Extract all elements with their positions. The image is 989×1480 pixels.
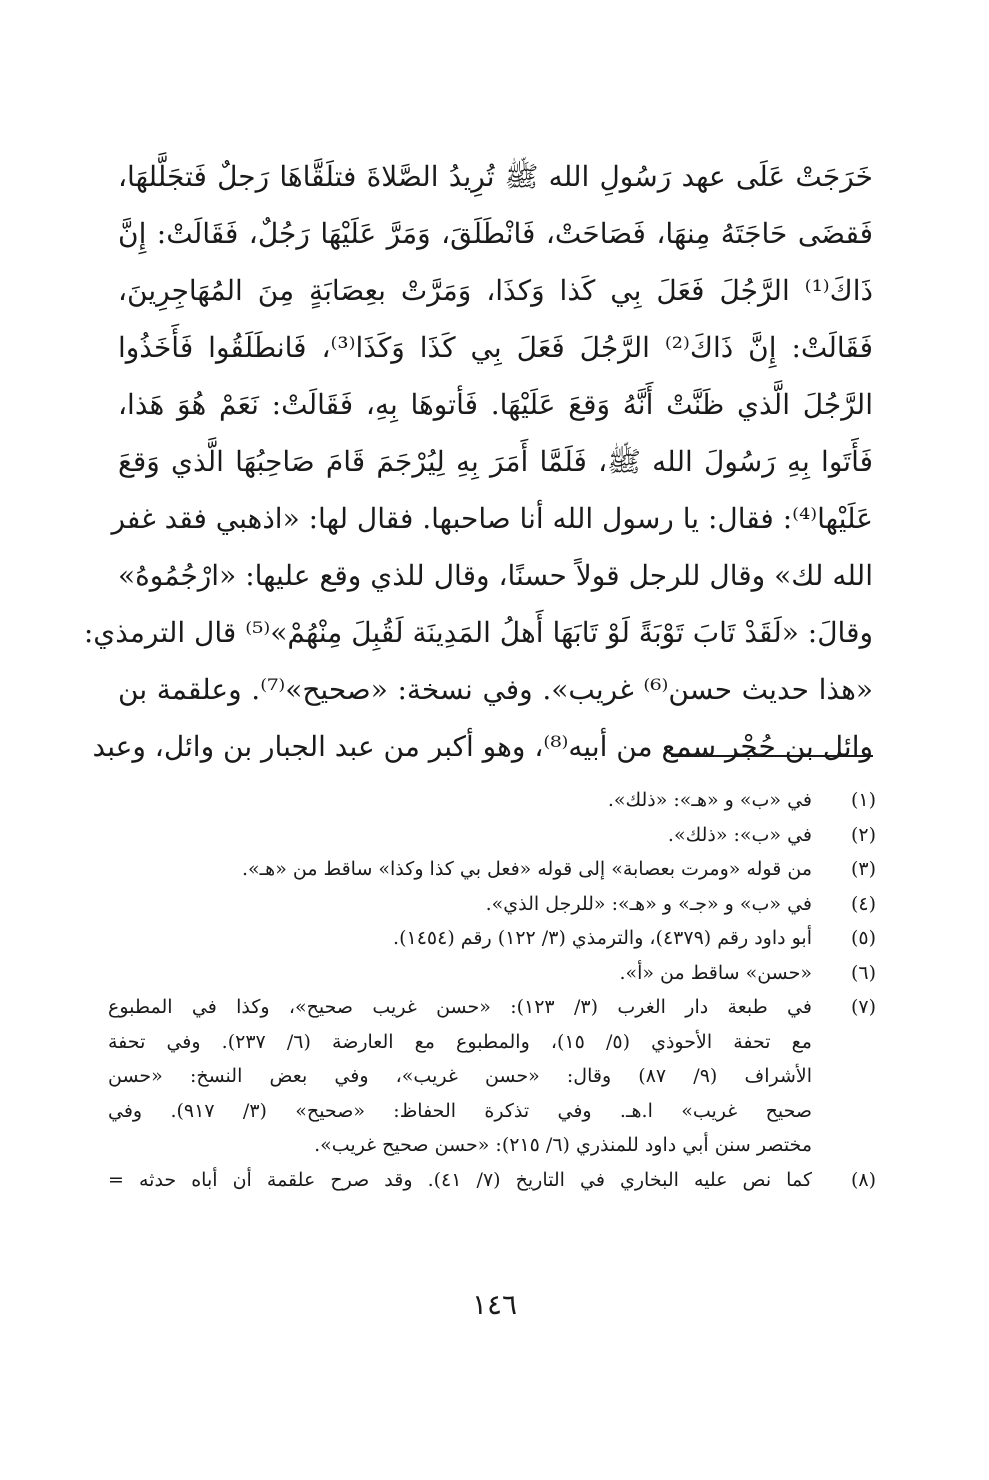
text-line: عَلَيْها⁽⁴⁾: فقال: يا رسول الله أنا صاحبها. فقال لها: «اذهبي فقد غفر: [111, 502, 873, 535]
footnote-line: الأشراف (٩/ ٨٧) وقال: «حسن غريب»، وفي بعض النسخ: «حسن: [108, 1065, 812, 1087]
footnote-line: في «ب» و «هـ»: «ذلك».: [607, 789, 812, 811]
footnote-8: [108, 1163, 876, 1198]
text-line: فَأَتَوا بِهِ رَسُولَ الله ﷺ، فَلَمَّا أَمَرَ بِهِ لِيُرْجَمَ قَامَ صَاحِبُهَا الَّذي وَقعَ: [118, 445, 873, 478]
footnote-number: (٦): [850, 961, 876, 984]
footnote-line: في «ب» و «جـ» و «هـ»: «للرجل الذي».: [485, 892, 812, 915]
footnote-text: [108, 818, 812, 853]
text-line: خَرَجَتْ عَلَى عهد رَسُولِ الله ﷺ تُرِيدُ الصَّلاةَ فتلَقَّاهَا رَجلٌ فَتجَلَّلهَا،: [118, 160, 873, 193]
footnote-5: [108, 921, 876, 956]
text-line: ذَاكَ⁽¹⁾ الرَّجُلَ فَعَلَ بِي كَذا وَكذَا، وَمَرَّتْ بعِصَابَةٍ مِنَ المُهَاجِرِينَ،: [118, 274, 873, 307]
text-line: الله لك» وقال للرجل قولاً حسنًا، وقال للذي وقع عليها: «ارْجُمُوهُ»: [118, 559, 873, 592]
footnote-number: (٢): [850, 823, 876, 846]
footnote-line: من قوله «ومرت بعصابة» إلى قوله «فعل بي كذا وكذا» ساقط من «هـ».: [241, 858, 812, 880]
footnote-line: «حسن» ساقط من «أ».: [619, 961, 812, 984]
footnote-2: [108, 818, 876, 853]
footnote-divider: [671, 755, 873, 757]
footnote-line: صحيح غريب» ا.هـ. وفي تذكرة الحفاظ: «صحيح» (٣/ ٩١٧). وفي: [108, 1099, 812, 1122]
footnote-number: (٧): [850, 996, 876, 1018]
footnote-text: [108, 1163, 812, 1198]
text-line: الرَّجُلَ الَّذي ظَنَّتْ أَنَّهُ وَقعَ عَلَيْهَا. فَأتوهَا بِهِ، فَقَالَتْ: نَعَمْ هُوَ هَذا،: [118, 388, 873, 421]
footnote-text: [108, 783, 812, 818]
footnote-text: [108, 852, 812, 887]
footnote-number: (٤): [850, 892, 876, 915]
footnote-3: [108, 852, 876, 887]
footnote-text: [108, 956, 812, 991]
footnote-line: في طبعة دار الغرب (٣/ ١٢٣): «حسن غريب صحيح»، وكذا في المطبوع: [108, 996, 812, 1018]
footnote-number: (١): [850, 789, 876, 811]
footnote-line: كما نص عليه البخاري في التاريخ (٧/ ٤١). وقد صرح علقمة أن أباه حدثه =: [108, 1168, 812, 1191]
footnote-line: مع تحفة الأحوذي (٥/ ١٥)، والمطبوع مع العارضة (٦/ ٢٣٧). وفي تحفة: [108, 1030, 812, 1053]
page-number: ١٤٦: [471, 1288, 518, 1321]
footnote-line: مختصر سنن أبي داود للمنذري (٦/ ٢١٥): «حسن صحيح غريب».: [314, 1134, 812, 1156]
footnote-1: [108, 783, 876, 818]
footnote-line: في «ب»: «ذلك».: [667, 823, 812, 846]
text-line: فَقَالَتْ: إِنَّ ذَاكَ⁽²⁾ الرَّجُلَ فَعَلَ بِي كَذَا وَكَذَا⁽³⁾، فَانطَلَقُوا فَأَخَذُوا: [118, 331, 873, 364]
footnote-4: [108, 887, 876, 922]
footnote-text: [108, 921, 812, 956]
footnote-line: أبو داود رقم (٤٣٧٩)، والترمذي (٣/ ١٢٢) رقم (١٤٥٤).: [393, 927, 812, 949]
footnote-7: [108, 990, 876, 1163]
text-line: فَقضَى حَاجَتَهُ مِنهَا، فَصَاحَتْ، فَانْطَلَقَ، وَمَرَّ عَلَيْهَا رَجُلٌ، فَقَالَتْ: إِنَّ: [118, 217, 873, 250]
footnote-text: [108, 990, 812, 1163]
footnote-6: [108, 956, 876, 991]
footnote-text: [108, 887, 812, 922]
footnote-number: (٨): [850, 1168, 876, 1191]
footnote-number: (٥): [850, 927, 876, 949]
text-line: وائل بن حُجْر سمع من أبيه⁽⁸⁾، وهو أكبر من عبد الجبار بن وائل، وعبد: [92, 730, 873, 763]
main-text-body: [83, 148, 873, 775]
footnote-number: (٣): [850, 858, 876, 880]
text-line: «هذا حديث حسن⁽⁶⁾ غريب». وفي نسخة: «صحيح»⁽⁷⁾. وعلقمة بن: [118, 673, 873, 706]
footnotes-section: [108, 783, 876, 1197]
text-line: وقالَ: «لَقَدْ تَابَ تَوْبَةً لَوْ تَابَهَا أَهلُ المَدِينَة لَقُبِلَ مِنْهُمْ»⁽⁵⁾ قال الترمذي:: [83, 616, 873, 649]
